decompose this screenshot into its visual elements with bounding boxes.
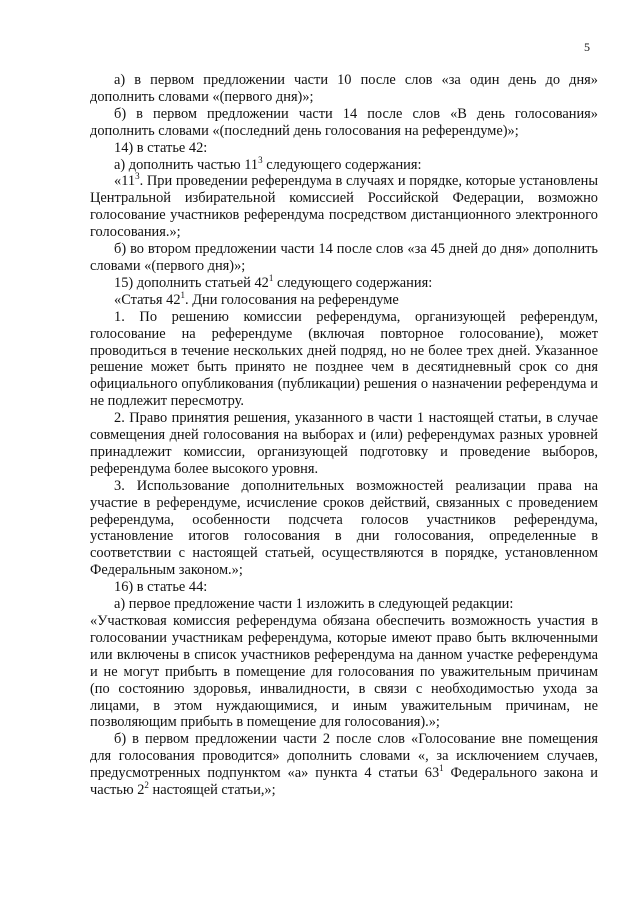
paragraph-p14 bbox=[90, 613, 598, 731]
superscript: 1 bbox=[439, 763, 444, 774]
text-run: б) в первом предложении части 14 после слов «В день голосования» дополнить словами «(последний день голосования на референдуме)»; bbox=[90, 105, 598, 139]
paragraph-p8 bbox=[90, 289, 598, 309]
text-run: «11 bbox=[114, 173, 136, 190]
text-run: . Дни голосования на референдуме bbox=[185, 291, 399, 308]
paragraph-p4 bbox=[90, 154, 598, 174]
text-run: а) в первом предложении части 10 после слов «за один день до дня» дополнить словами «(первого дня)»; bbox=[90, 72, 598, 105]
text-run: а) первое предложение части 1 изложить в следующей редакции: bbox=[114, 596, 514, 613]
text-run: . При проведении референдума в случаях и порядке, которые установлены Центральной избирательной комиссией Российской Федерации, возможно голосование участников референдума посредством дистанционного электронного голосования.»; bbox=[90, 173, 598, 241]
text-run: следующего содержания: bbox=[273, 274, 433, 291]
paragraph-p10 bbox=[90, 410, 598, 478]
text-run: Федерального закона и частью 2 bbox=[90, 765, 598, 799]
text-run: «Статья 42 bbox=[114, 291, 181, 308]
text-run: настоящей статьи,»; bbox=[148, 782, 276, 799]
text-run: б) во втором предложении части 14 после слов «за 45 дней до дня» дополнить словами «(первого дня)»; bbox=[90, 241, 598, 274]
paragraph-p9 bbox=[90, 309, 598, 410]
paragraph-p3 bbox=[90, 140, 598, 157]
text-run: 15) дополнить статьей 42 bbox=[114, 274, 269, 291]
paragraph-p2 bbox=[90, 106, 598, 140]
superscript: 2 bbox=[144, 780, 149, 791]
superscript: 1 bbox=[268, 273, 274, 284]
document-body bbox=[90, 72, 598, 799]
superscript: 1 bbox=[180, 289, 186, 300]
text-run: а) дополнить частью 11 bbox=[114, 156, 259, 173]
text-run: 16) в статье 44: bbox=[114, 579, 208, 596]
paragraph-p12 bbox=[90, 579, 598, 596]
paragraph-p13 bbox=[90, 596, 598, 613]
paragraph-p6 bbox=[90, 241, 598, 275]
text-run: «Участковая комиссия референдума обязана обеспечить возможность участия в голосовании участникам референдума, которые имеют право быть включенными или включены в список участников референдума на данном участке референдума и не могут прибыть в помещение для голосования по уважительным причинам (по состоянию здоровья, инвалидности, в связи с необходимостью ухода за лицами, в этом нуждающимися, и иным уважительным причинам, не позволяющим прибыть в помещение для голосования).»; bbox=[90, 613, 598, 731]
paragraph-p11 bbox=[90, 478, 598, 579]
text-run: б) в первом предложении части 2 после слов «Голосование вне помещения для голосования проводится» дополнить словами «, за исключением случаев, предусмотренных подпунктом «а» пункта 4 статьи 63 bbox=[90, 731, 598, 782]
page-number: 5 bbox=[584, 40, 590, 54]
text-run: 2. Право принятия решения, указанного в части 1 настоящей статьи, в случае совмещения дней голосования на выборах и (или) референдумах разных уровней принадлежит комиссии, организующей подготовку и проведение выборов, референдума более высокого уровня. bbox=[90, 410, 598, 477]
text-run: следующего содержания: bbox=[262, 156, 422, 173]
paragraph-p15 bbox=[90, 731, 598, 799]
paragraph-p7 bbox=[90, 275, 598, 292]
text-run: 14) в статье 42: bbox=[114, 139, 208, 156]
text-run: 1. По решению комиссии референдума, организующей референдум, голосование на референдуме (включая повторное голосование), может проводиться в течение нескольких дней подряд, но не более трех дней. Указанное решение может быть принято не позднее чем в десятидневный срок со дня официального опубликования (публикации) решения о назначении референдума и не подлежит пересмотру. bbox=[90, 308, 598, 410]
paragraph-p1 bbox=[90, 72, 598, 106]
superscript: 3 bbox=[258, 154, 263, 165]
paragraph-p5 bbox=[90, 173, 598, 241]
text-run: 3. Использование дополнительных возможностей реализации права на участие в референдуме, исчисление сроков действий, связанных с проведением референдума, особенности подсчета голосов участников референдума, установление итогов голосования в дни голосования, определенные в соответствии с настоящей статьей, осуществляются в порядке, установленном Федеральным законом.»; bbox=[90, 477, 598, 579]
superscript: 3 bbox=[135, 171, 140, 182]
